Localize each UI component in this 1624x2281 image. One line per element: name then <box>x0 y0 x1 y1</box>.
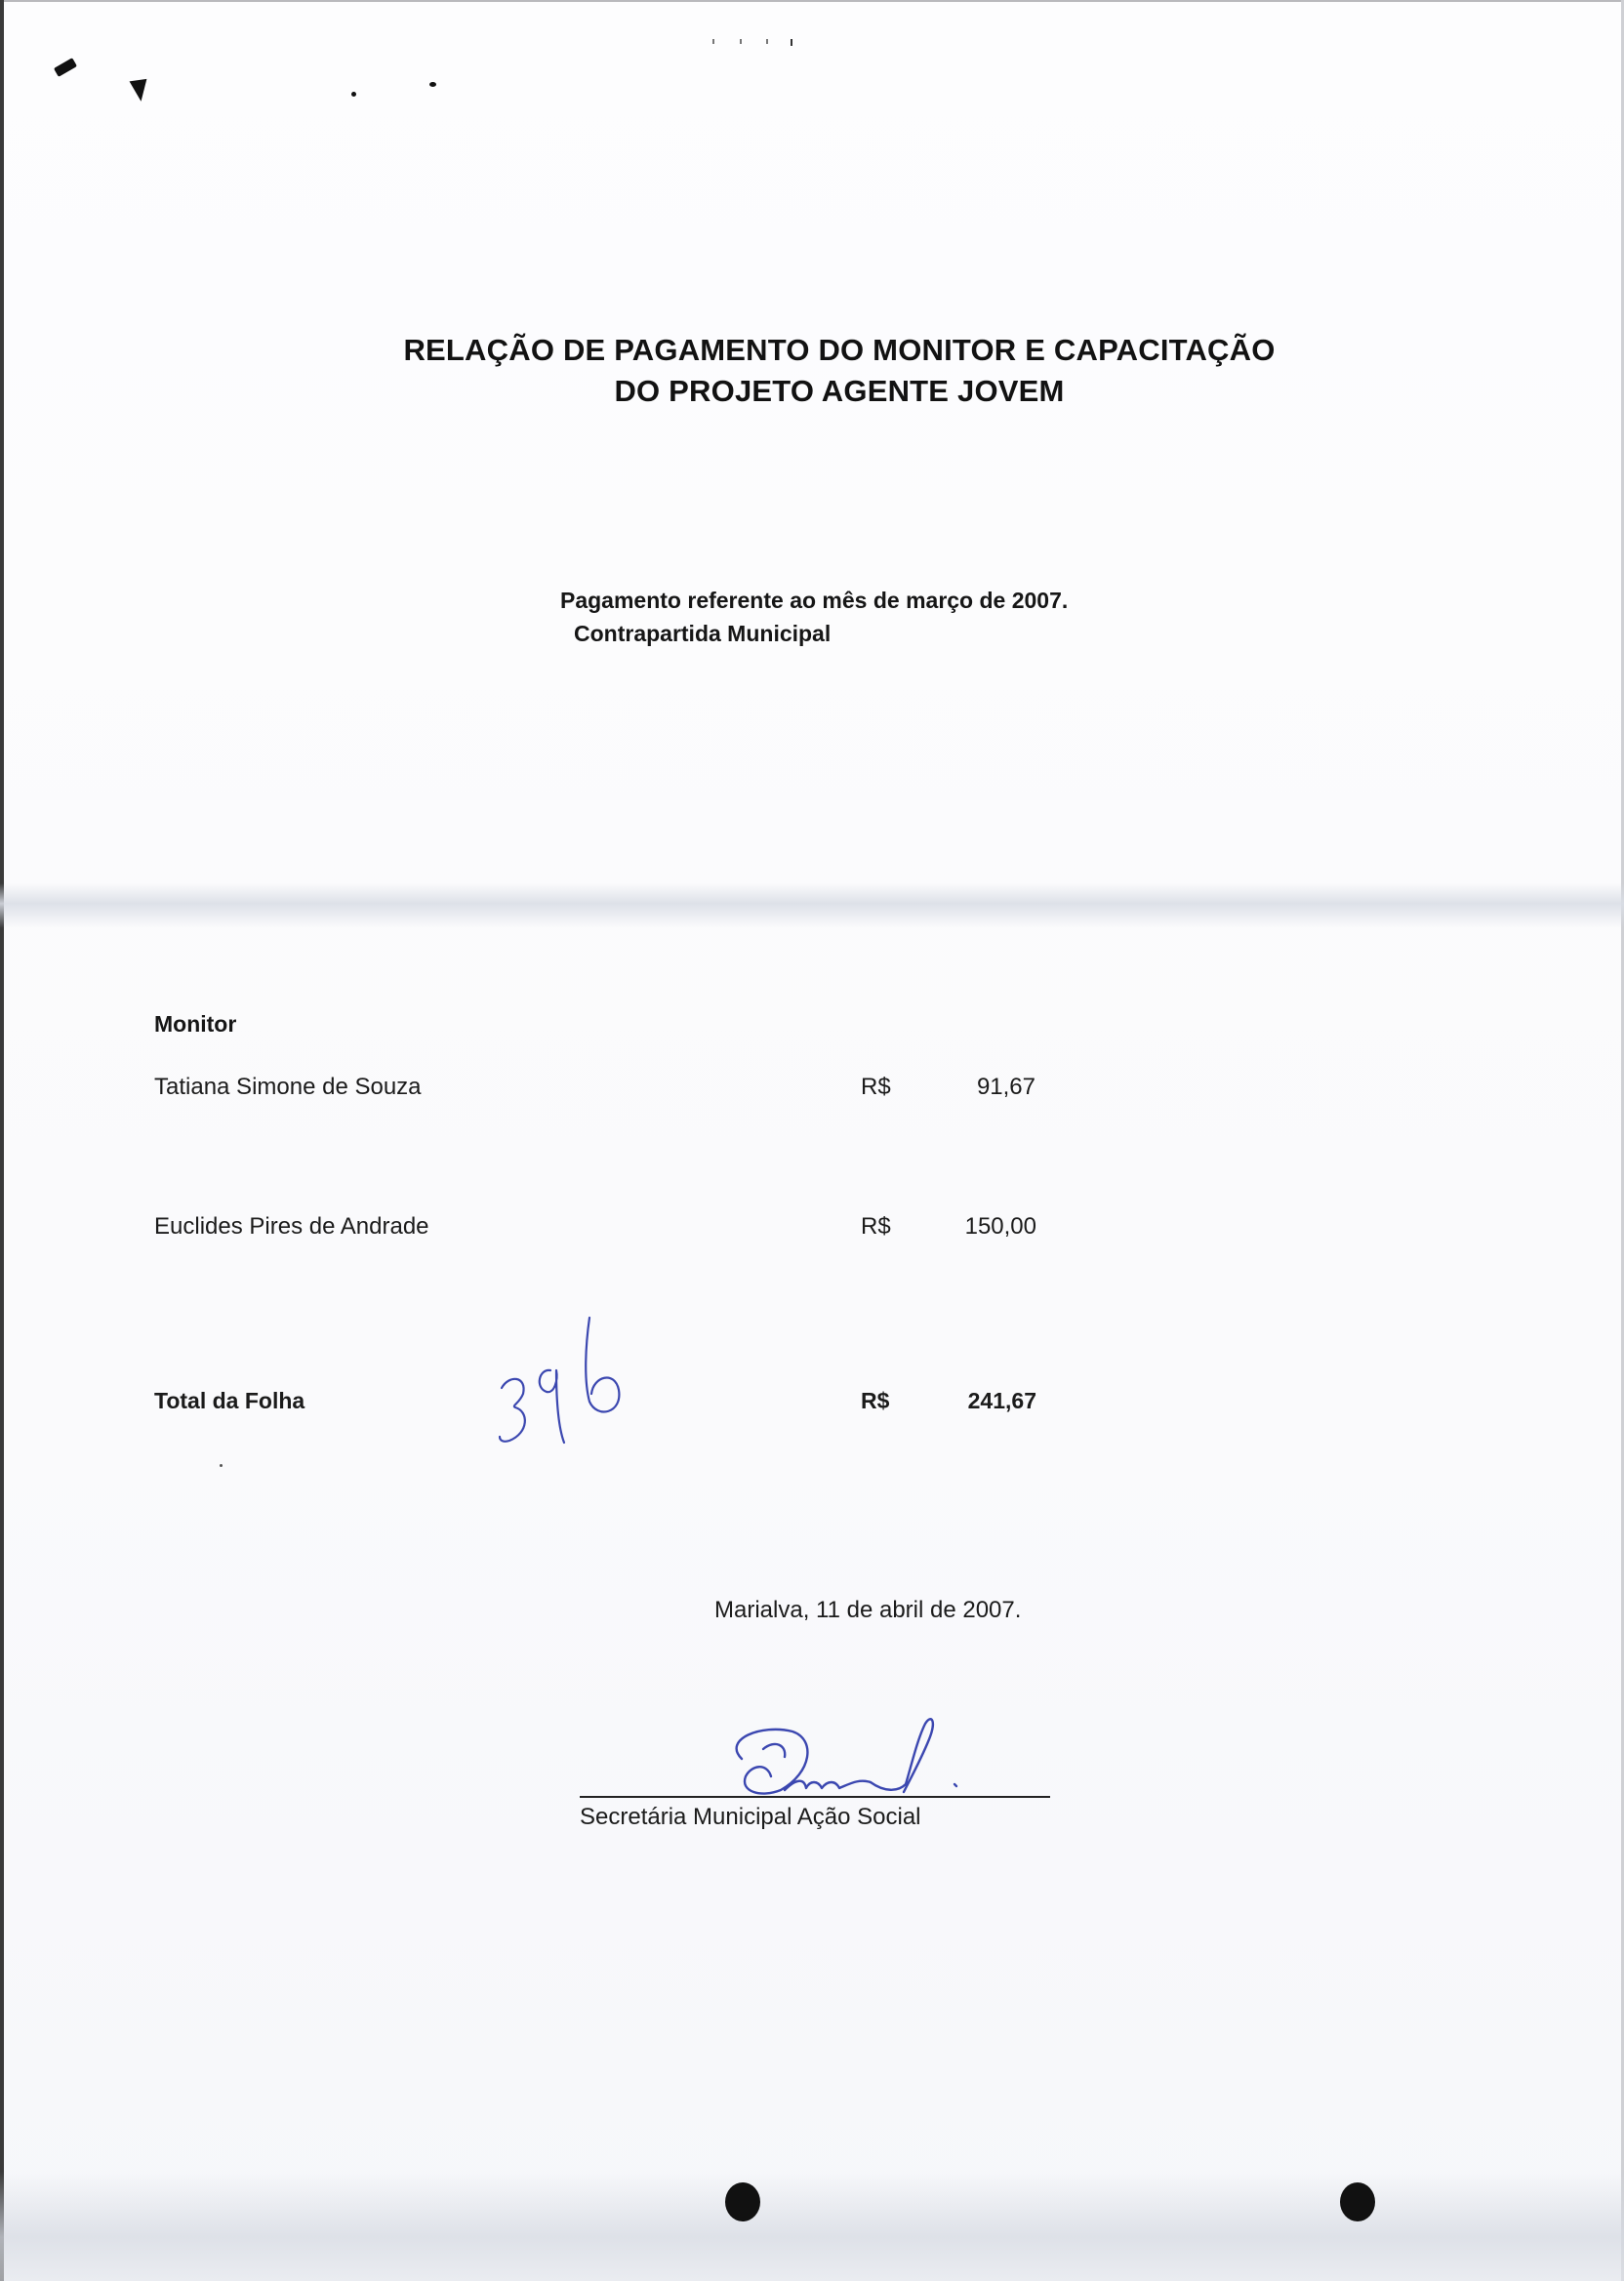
payee-name: Tatiana Simone de Souza <box>154 1074 422 1100</box>
handwritten-number-drawing <box>496 1312 642 1458</box>
scan-speck <box>429 82 436 87</box>
funding-source: Contrapartida Municipal <box>574 621 832 646</box>
paper-fold-shadow <box>0 883 1624 928</box>
total-amount: 241,67 <box>967 1388 1036 1413</box>
page-left-border <box>0 0 4 2281</box>
payee-name: Euclides Pires de Andrade <box>154 1213 429 1240</box>
signature-drawing <box>703 1700 995 1808</box>
scan-speck <box>220 1464 223 1467</box>
title-line-2: DO PROJETO AGENTE JOVEM <box>614 374 1065 408</box>
handwritten-page-number <box>496 1312 642 1463</box>
document-title <box>351 330 1327 412</box>
title-line-1: RELAÇÃO DE PAGAMENTO DO MONITOR E CAPACITAÇÃO <box>403 333 1276 367</box>
scan-speck <box>351 92 356 97</box>
payment-reference <box>560 584 1068 650</box>
currency-symbol: R$ <box>861 1213 891 1240</box>
signatory-title: Secretária Municipal Ação Social <box>580 1804 921 1830</box>
payment-amount: 150,00 <box>964 1213 1036 1240</box>
payment-amount: 91,67 <box>976 1074 1035 1100</box>
currency-symbol: R$ <box>861 1074 891 1100</box>
section-heading: Monitor <box>154 1011 237 1037</box>
scan-tick-marks <box>712 39 810 47</box>
punch-hole <box>1340 2182 1375 2221</box>
reference-month: Pagamento referente ao mês de março de 2007. <box>560 588 1069 613</box>
page-top-border <box>0 0 1624 2</box>
signature-line <box>580 1796 1050 1798</box>
punch-hole <box>725 2182 760 2221</box>
currency-symbol: R$ <box>861 1388 890 1413</box>
place-and-date: Marialva, 11 de abril de 2007. <box>714 1597 1022 1623</box>
scan-speck <box>54 58 77 77</box>
bottom-scan-smudge <box>0 2172 1624 2281</box>
payment-row <box>154 1074 1033 1107</box>
payment-row <box>154 1213 1036 1246</box>
scan-speck <box>130 79 150 102</box>
total-label: Total da Folha <box>154 1388 305 1413</box>
